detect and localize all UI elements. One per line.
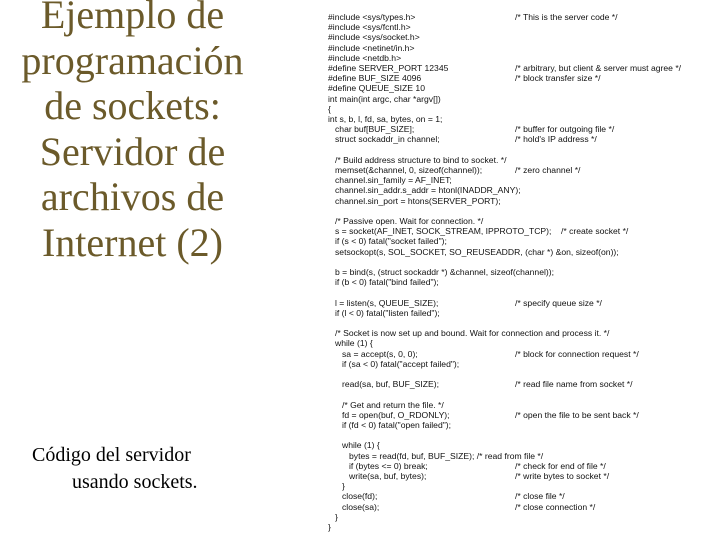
code-line	[328, 22, 411, 32]
code-line	[328, 420, 451, 430]
code-text: /* Socket is now set up and bound. Wait for connection and process it. */	[335, 328, 610, 339]
code-text: channel.sin_family = AF_INET;	[335, 175, 452, 186]
code-line	[328, 481, 345, 491]
code-text: s = socket(AF_INET, SOCK_STREAM, IPPROTO_TCP); /* create socket */	[335, 226, 629, 237]
code-text: if (b < 0) fatal("bind failed");	[335, 277, 439, 288]
code-text: read(sa, buf, BUF_SIZE);	[342, 379, 439, 390]
code-text: int s, b, l, fd, sa, bytes, on = 1;	[328, 114, 443, 124]
code-text: setsockopt(s, SOL_SOCKET, SO_REUSEADDR, (char *) &on, sizeof(on));	[335, 246, 619, 257]
caption-line: Código del servidor	[32, 444, 191, 466]
code-text: #define QUEUE_SIZE 10	[328, 83, 425, 94]
code-comment: /* close connection */	[515, 501, 596, 512]
code-line	[328, 43, 414, 53]
code-line	[328, 247, 619, 257]
code-text: channel.sin_port = htons(SERVER_PORT);	[335, 195, 501, 206]
title-line: de sockets:	[44, 83, 221, 128]
code-text: #include <netinet/in.h>	[328, 42, 415, 53]
code-line	[328, 522, 331, 532]
code-line	[328, 348, 639, 359]
code-line	[328, 512, 338, 522]
code-line	[328, 308, 440, 318]
code-text: #include <sys/socket.h>	[328, 32, 420, 43]
code-line	[328, 134, 597, 145]
code-comment: /* zero channel */	[515, 165, 581, 175]
code-text: #define BUF_SIZE 4096	[328, 73, 422, 84]
code-comment: /* write bytes to socket */	[515, 471, 610, 481]
code-line	[328, 451, 543, 461]
code-text: }	[342, 481, 345, 492]
code-line	[328, 114, 442, 124]
code-line	[328, 236, 447, 246]
code-text: bytes = read(fd, buf, BUF_SIZE); /* read from file */	[349, 450, 544, 461]
code-line	[328, 53, 401, 63]
code-line	[328, 155, 507, 165]
code-text: if (s < 0) fatal("socket failed");	[335, 236, 447, 247]
code-comment: /* specify queue size */	[515, 297, 602, 308]
code-text: while (1) {	[335, 338, 373, 349]
code-comment: /* close file */	[515, 491, 565, 502]
code-text: if (fd < 0) fatal("open failed");	[342, 420, 452, 430]
code-comment: /* block for connection request */	[515, 348, 639, 359]
code-text: #define SERVER_PORT 12345	[328, 63, 449, 73]
code-line	[328, 196, 501, 206]
code-line	[328, 94, 441, 104]
code-text: l = listen(s, QUEUE_SIZE);	[335, 297, 439, 308]
code-line	[328, 63, 682, 73]
code-text: if (l < 0) fatal("listen failed");	[335, 307, 440, 318]
code-text: /* Get and return the file. */	[342, 399, 444, 410]
code-text: #include <netdb.h>	[328, 52, 402, 63]
code-text: #include <sys/types.h>	[328, 12, 416, 22]
code-text: memset(&channel, 0, sizeof(channel));	[335, 165, 483, 175]
code-text: if (sa < 0) fatal("accept failed");	[342, 358, 460, 369]
code-text: sa = accept(s, 0, 0);	[342, 348, 418, 359]
code-line	[328, 83, 425, 93]
code-line	[328, 400, 444, 410]
code-text: {	[328, 103, 331, 114]
code-line	[328, 165, 581, 175]
code-line	[328, 104, 331, 114]
code-line	[328, 73, 601, 84]
code-line	[328, 359, 459, 369]
code-text: fd = open(buf, O_RDONLY);	[342, 409, 450, 420]
code-line	[328, 32, 420, 42]
code-text: struct sockaddr_in channel;	[335, 134, 440, 145]
code-comment: /* block transfer size */	[515, 73, 601, 84]
code-text: if (bytes <= 0) break;	[349, 460, 428, 471]
code-line	[328, 12, 618, 22]
code-line	[328, 297, 602, 308]
code-line	[328, 501, 596, 512]
code-line	[328, 338, 373, 348]
code-line	[328, 267, 554, 277]
server-code-listing	[328, 12, 718, 532]
code-line	[328, 379, 633, 390]
code-comment: /* check for end of file */	[515, 460, 606, 471]
code-line	[328, 471, 610, 481]
title-line: Internet (2)	[41, 219, 223, 265]
code-text: char buf[BUF_SIZE];	[335, 124, 415, 135]
code-text: #include <sys/fcntl.h>	[328, 22, 411, 33]
code-text: /* Passive open. Wait for connection. */	[335, 216, 484, 226]
code-line	[328, 460, 606, 471]
code-comment: /* hold's IP address */	[515, 134, 597, 145]
code-text: int main(int argc, char *argv[])	[328, 93, 441, 104]
code-line	[328, 440, 380, 450]
code-text: }	[335, 511, 338, 522]
code-comment: /* This is the server code */	[515, 12, 618, 22]
code-comment: /* buffer for outgoing file */	[515, 124, 615, 135]
code-text: }	[328, 522, 331, 532]
code-line	[328, 491, 565, 502]
code-line	[328, 328, 609, 338]
code-text: /* Build address structure to bind to socket. */	[335, 154, 507, 165]
title-line: Ejemplo de	[40, 0, 225, 37]
slide-caption	[20, 442, 245, 496]
code-text: channel.sin_addr.s_addr = htonl(INADDR_ANY);	[335, 185, 521, 196]
code-line	[328, 409, 639, 420]
code-line	[328, 226, 628, 236]
code-line	[328, 277, 439, 287]
code-line	[328, 216, 483, 226]
title-line: Servidor de	[39, 128, 226, 174]
code-comment: /* read file name from socket */	[515, 379, 633, 390]
code-text: while (1) {	[342, 440, 380, 451]
code-text: close(sa);	[342, 501, 380, 512]
code-text: write(sa, buf, bytes);	[349, 471, 427, 481]
slide-title	[10, 0, 255, 265]
caption-line: usando sockets.	[72, 471, 198, 493]
code-comment: /* open the file to be sent back */	[515, 409, 639, 420]
code-line	[328, 185, 521, 195]
code-line	[328, 175, 452, 185]
code-text: b = bind(s, (struct sockaddr *) &channel, sizeof(channel));	[335, 267, 555, 277]
code-text: close(fd);	[342, 491, 378, 502]
title-line: archivos de	[40, 174, 225, 219]
code-line	[328, 124, 615, 135]
title-line: programación	[21, 37, 244, 83]
code-comment: /* arbitrary, but client & server must agree */	[515, 63, 682, 73]
